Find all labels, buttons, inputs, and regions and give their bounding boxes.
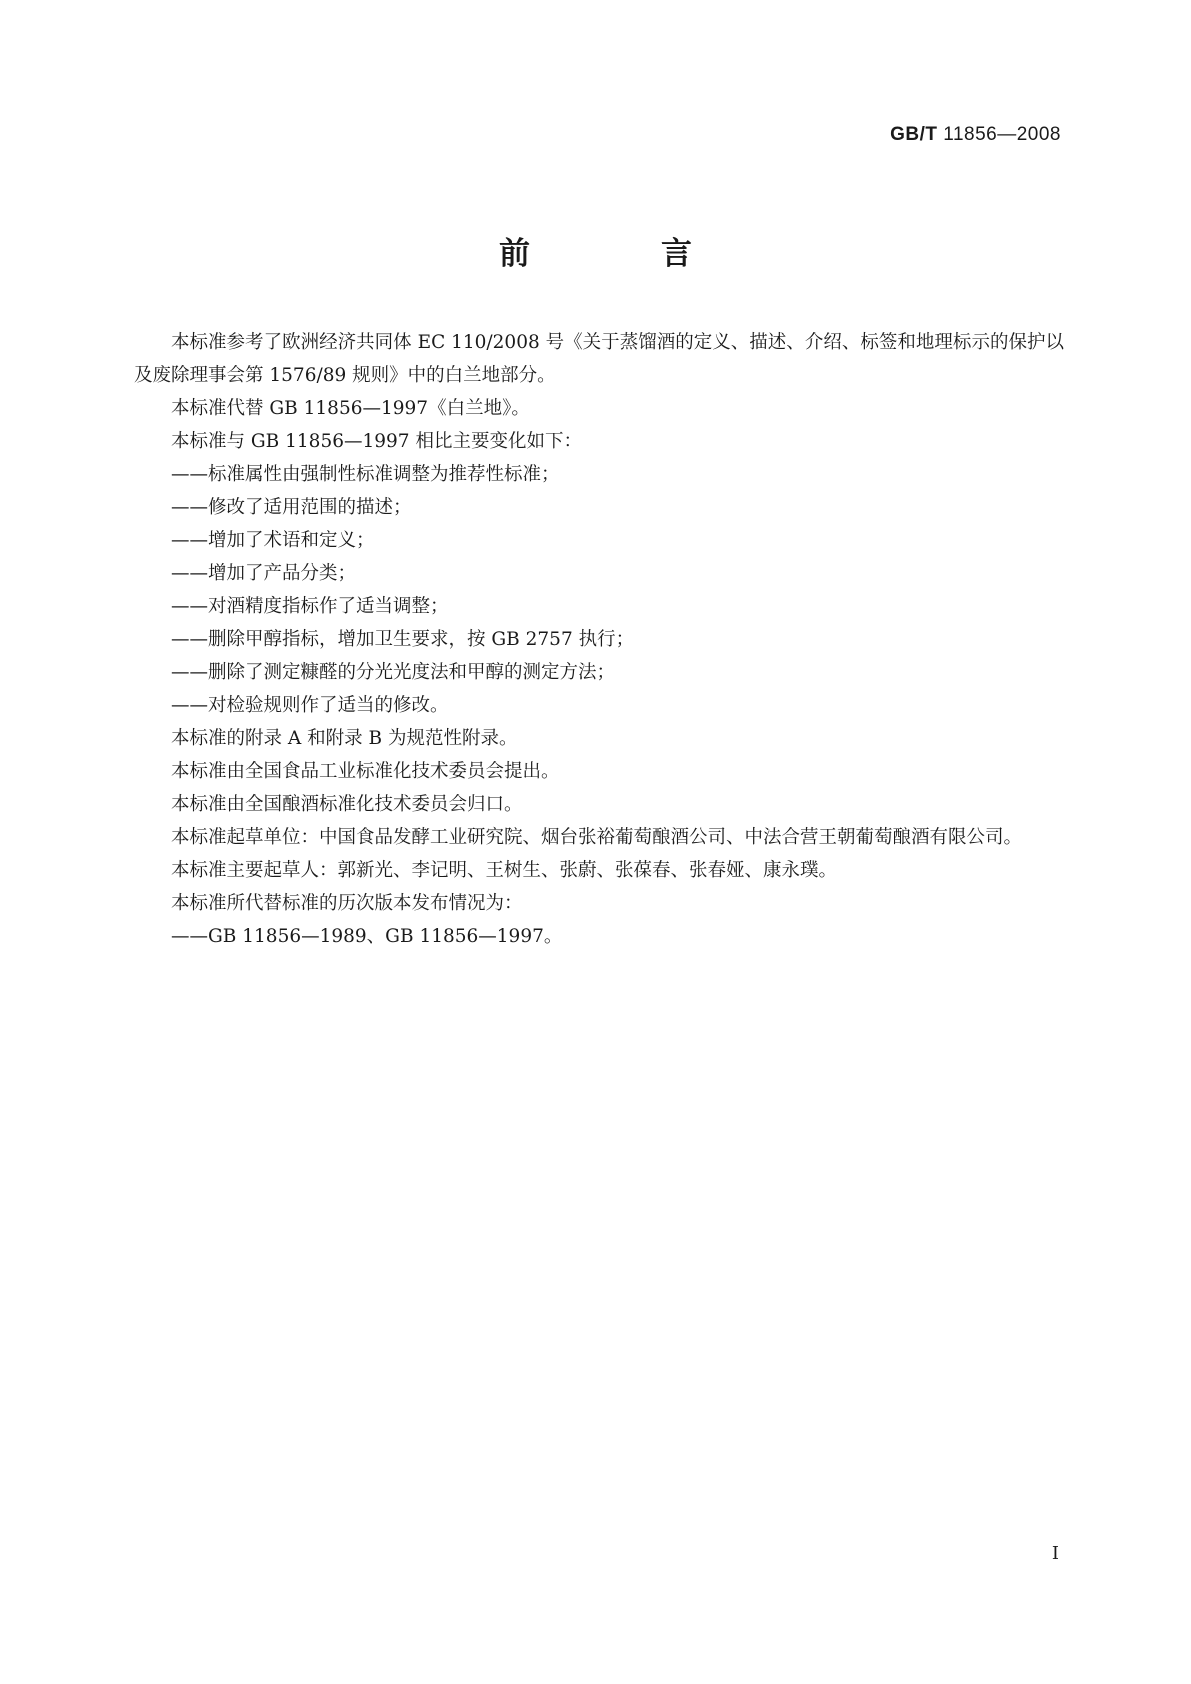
list-item: ——修改了适用范围的描述；: [171, 497, 412, 518]
standard-code-prefix: GB/T: [890, 124, 938, 145]
paragraph: 本标准起草单位：中国食品发酵工业研究院、烟台张裕葡萄酿酒公司、中法合营王朝葡萄酿酒有限公司。: [171, 827, 1023, 848]
list-item: ——删除甲醇指标，增加卫生要求，按 GB 2757 执行；: [171, 629, 635, 650]
page-number: I: [1051, 1543, 1059, 1564]
list-item: ——标准属性由强制性标准调整为推荐性标准；: [171, 464, 560, 485]
page-title: 前 言: [499, 236, 742, 272]
paragraph: 本标准由全国酿酒标准化技术委员会归口。: [171, 794, 523, 815]
list-item: ——对酒精度指标作了适当调整；: [171, 596, 449, 617]
standard-code: [890, 124, 1061, 146]
paragraph: 本标准主要起草人：郭新光、李记明、王树生、张蔚、张葆春、张春娅、康永璞。: [171, 860, 838, 881]
foreword-body: [134, 326, 1064, 953]
standard-code-number: 11856—2008: [943, 124, 1061, 145]
list-item: ——增加了术语和定义；: [171, 530, 375, 551]
paragraph: 本标准与 GB 11856—1997 相比主要变化如下：: [171, 431, 582, 452]
list-item: ——增加了产品分类；: [171, 563, 357, 584]
paragraph: 本标准所代替标准的历次版本发布情况为：: [171, 893, 523, 914]
paragraph: 本标准的附录 A 和附录 B 为规范性附录。: [171, 728, 518, 749]
list-item: ——删除了测定糠醛的分光光度法和甲醇的测定方法；: [171, 662, 616, 683]
list-item: ——GB 11856—1989、GB 11856—1997。: [171, 926, 563, 947]
paragraph: 本标准由全国食品工业标准化技术委员会提出。: [171, 761, 560, 782]
paragraph: 本标准参考了欧洲经济共同体 EC 110/2008 号《关于蒸馏酒的定义、描述、介绍、标签和地理标示的保护以及废除理事会第 1576/89 规则》中的白兰地部分。: [134, 332, 1064, 386]
paragraph: 本标准代替 GB 11856—1997《白兰地》。: [171, 398, 530, 419]
list-item: ——对检验规则作了适当的修改。: [171, 695, 449, 716]
